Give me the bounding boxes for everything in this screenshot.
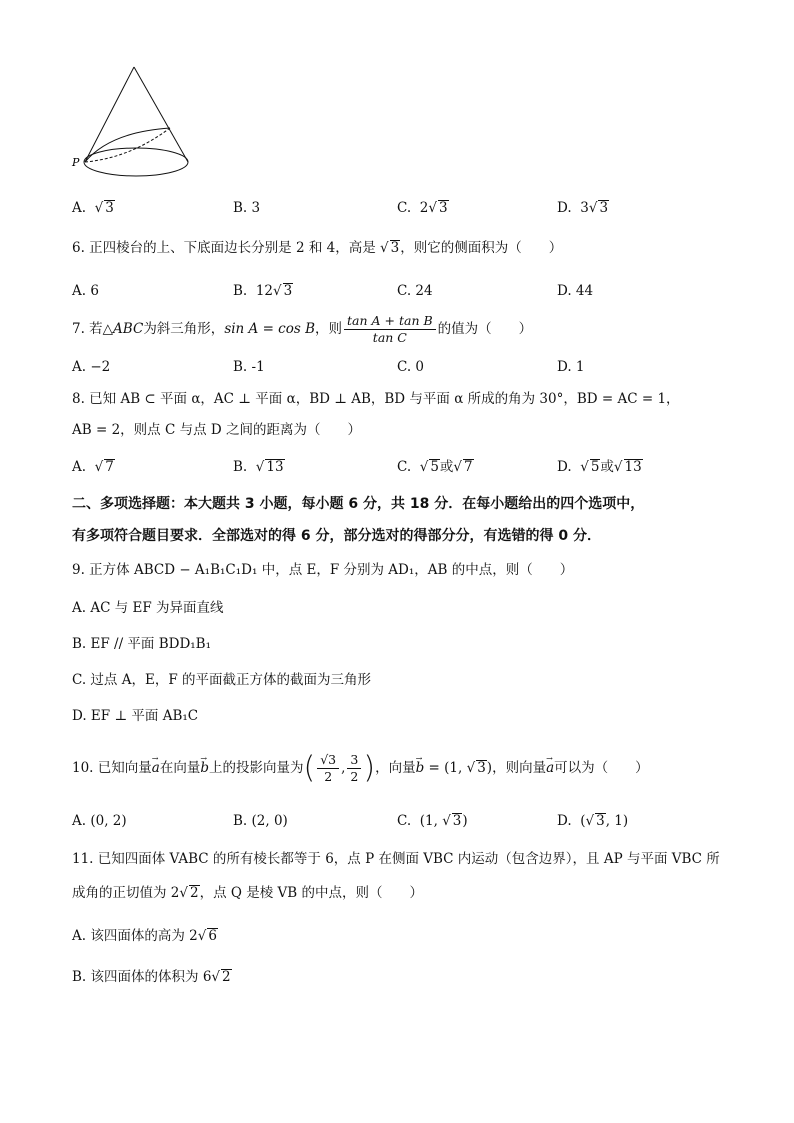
section2-heading-line1: 二、多项选择题：本大题共 3 小题，每小题 6 分，共 18 分．在每小题给出的四个选项中， <box>72 496 645 512</box>
q6-stem: 6. 正四棱台的上、下底面边长分别是 2 和 4，高是 √ 3，则它的侧面积为（ ） <box>72 240 563 256</box>
q10-option-b[interactable]: B. (2, 0) <box>233 813 288 829</box>
q11-stem-line1: 11. 已知四面体 VABC 的所有棱长都等于 6，点 P 在侧面 VBC 内运动（包含边界），且 AP 与平面 VBC 所 <box>72 851 720 867</box>
q7-fraction: $\frac{\text{tan A + tan B}}{\text{tan C}}$ <box>344 313 436 346</box>
cone-base-ellipse <box>84 148 188 176</box>
q8-option-c[interactable]: C. √ 5或√ 7 <box>397 459 473 475</box>
q5-option-a[interactable]: A. √ 3 <box>72 200 114 216</box>
q5-option-d[interactable]: D. 3√ 3 <box>557 200 609 216</box>
cone-figure <box>70 62 200 182</box>
q9-option-b[interactable]: B. EF // 平面 BDD₁B₁ <box>72 636 212 652</box>
q8-option-d[interactable]: D. √ 5或√ 13 <box>557 459 642 475</box>
q11-option-a[interactable]: A. 该四面体的高为 2√ 6 <box>72 928 217 944</box>
q5-option-c[interactable]: C. 2√ 3 <box>397 200 448 216</box>
q10-stem: 10. 已知向量→ a在向量→ b上的投影向量为( $\frac{√3}{2}$ , $\frac{3}{2}$ )，向量→ b = (1, √ 3)，则向量→ a可以为（ ） <box>72 748 649 789</box>
q7-option-d[interactable]: D. 1 <box>557 359 585 375</box>
section2-heading-line2: 有多项符合题目要求．全部选对的得 6 分，部分选对的得部分分，有选错的得 0 分． <box>72 528 601 544</box>
q7-option-c[interactable]: C. 0 <box>397 359 425 375</box>
q10-frac-1: $\frac{√3}{2}$ <box>317 752 339 785</box>
q8-stem-line1: 8. 已知 AB ⊂ 平面 α，AC ⊥ 平面 α，BD ⊥ AB，BD 与平面 α 所成的角为 30°，BD = AC = 1， <box>72 391 680 407</box>
q10-option-d[interactable]: D. (√ 3, 1) <box>557 813 629 829</box>
q7-stem: 7. 若△ABC为斜三角形，sin A = cos B，则 $\frac{\text{tan A + tan B}}{\text{tan C}}$ 的值为（ ） <box>72 313 533 345</box>
q6-option-c[interactable]: C. 24 <box>397 283 433 299</box>
cone-point-label: P <box>72 156 80 169</box>
q9-option-a[interactable]: A. AC 与 EF 为异面直线 <box>72 600 224 616</box>
q6-option-b[interactable]: B. 12√ 3 <box>233 283 293 299</box>
q11-option-b[interactable]: B. 该四面体的体积为 6√ 2 <box>72 969 231 985</box>
q7-option-b[interactable]: B. -1 <box>233 359 265 375</box>
q11-stem-line2: 成角的正切值为 2√ 2，点 Q 是棱 VB 的中点，则（ ） <box>72 885 423 901</box>
q8-stem-line2: AB = 2，则点 C 与点 D 之间的距离为（ ） <box>72 422 361 438</box>
q10-frac-2: $\frac{3}{2}$ <box>347 752 361 785</box>
q7-option-a[interactable]: A. −2 <box>72 359 111 375</box>
q5-option-b[interactable]: B. 3 <box>233 200 261 216</box>
q9-stem: 9. 正方体 ABCD − A₁B₁C₁D₁ 中，点 E，F 分别为 AD₁，AB 的中点，则（ ） <box>72 562 574 578</box>
q9-option-c[interactable]: C. 过点 A，E，F 的平面截正方体的截面为三角形 <box>72 672 371 688</box>
q8-option-b[interactable]: B. √ 13 <box>233 459 284 475</box>
q10-option-a[interactable]: A. (0, 2) <box>72 813 127 829</box>
q8-option-a[interactable]: A. √ 7 <box>72 459 114 475</box>
q6-option-a[interactable]: A. 6 <box>72 283 99 299</box>
cone-section-front <box>85 128 170 162</box>
cone-section-back <box>85 128 170 162</box>
q6-option-d[interactable]: D. 44 <box>557 283 594 299</box>
q9-option-d[interactable]: D. EF ⊥ 平面 AB₁C <box>72 708 199 724</box>
q10-option-c[interactable]: C. (1, √ 3) <box>397 813 468 829</box>
